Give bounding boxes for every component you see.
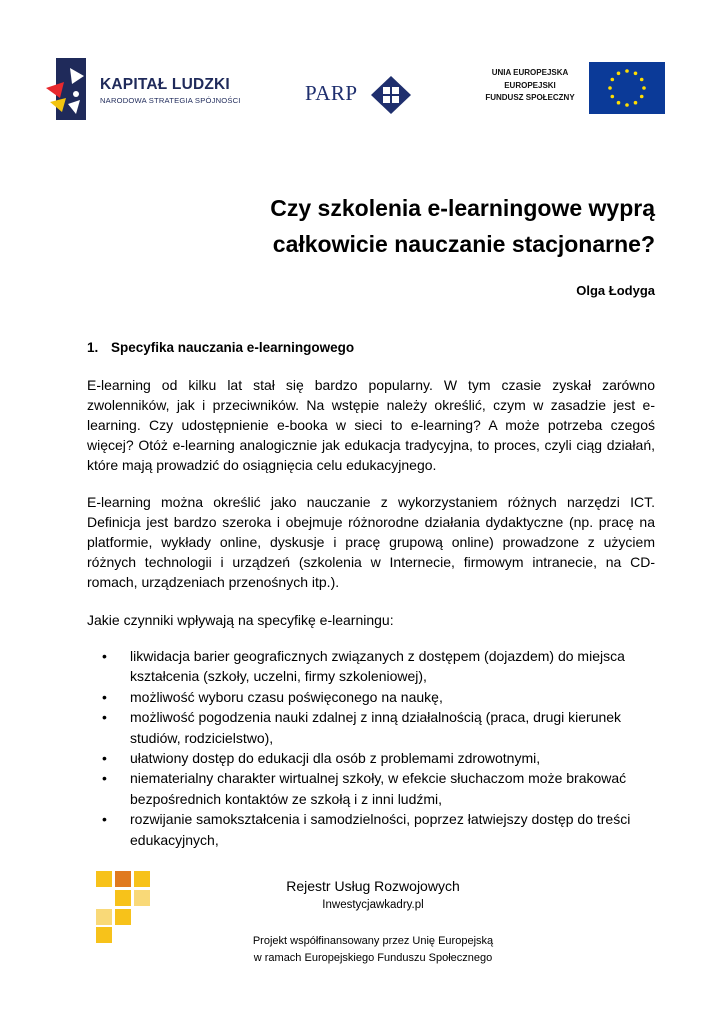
footer-squares-icon bbox=[96, 871, 150, 943]
eu-line-3: FUNDUSZ SPOŁECZNY bbox=[485, 93, 575, 102]
list-item bbox=[102, 707, 657, 748]
eu-text bbox=[476, 67, 584, 105]
section-heading bbox=[87, 338, 655, 358]
list-item bbox=[102, 748, 657, 768]
kapital-ludzki-logo bbox=[46, 58, 246, 120]
list-item bbox=[102, 687, 657, 707]
parp-logo bbox=[305, 76, 425, 114]
list-item-text: możliwość wyboru czasu poświęconego na naukę, bbox=[130, 688, 443, 705]
list-item-text: możliwość pogodzenia nauki zdalnej z inną działalnością (praca, drugi kierunek studiów, rodzicielstwo), bbox=[130, 709, 622, 746]
bullet-icon: • bbox=[102, 750, 107, 767]
section-title: Specyfika nauczania e-learningowego bbox=[111, 340, 355, 355]
parp-label: PARP bbox=[305, 81, 358, 105]
kapital-ludzki-title: KAPITAŁ LUDZKI bbox=[100, 76, 230, 93]
kapital-ludzki-emblem-icon bbox=[46, 58, 96, 120]
header-logos bbox=[0, 0, 725, 130]
kapital-ludzki-subtitle: NARODOWA STRATEGIA SPÓJNOŚCI bbox=[100, 96, 241, 105]
bullet-icon: • bbox=[102, 811, 107, 828]
footer-registry: Rejestr Usług Rozwojowych bbox=[286, 878, 460, 894]
list-item-text: niematerialny charakter wirtualnej szkoły, w efekcie słuchaczom może brakować bezpośrednich kontaktów ze szkołą i z inni ludźmi, bbox=[130, 770, 627, 807]
paragraph: E-learning można określić jako nauczanie z wykorzystaniem różnych narzędzi ICT. Definicja jest bardzo szeroka i obejmuje różnorodne działania dydaktyczne (np. pracę na platformie, wykłady online, dyskusje i pracę grupową online) prowadzone z użyciem różnych technologii i urządzeń (szkolenia w Internecie, firmowym intranecie, na CD-romach, urządzeniach przenośnych itp.). bbox=[87, 494, 655, 590]
section-number: 1. bbox=[87, 340, 99, 355]
bullet-icon: • bbox=[102, 648, 107, 664]
eu-logo bbox=[476, 62, 666, 114]
footer-logo bbox=[96, 871, 150, 943]
list-item-text: rozwijanie samokształcenia i samodzielności, poprzez łatwiejszy dostęp do treści edukacyjnych, bbox=[130, 811, 631, 848]
list-item-text: likwidacja barier geograficznych związanych z dostępem (dojazdem) do miejsca kształcenia (szkoły, uczelni, firmy szkoleniowej), bbox=[130, 648, 625, 685]
footer-funding-line-2: w ramach Europejskiego Funduszu Społecznego bbox=[253, 952, 493, 964]
bullet-icon: • bbox=[102, 770, 107, 787]
list-item bbox=[102, 809, 657, 850]
bullet-icon: • bbox=[102, 688, 107, 705]
footer-funding bbox=[228, 933, 518, 967]
paragraph: E-learning od kilku lat stał się bardzo popularny. W tym czasie zyskał zarówno zwolenników, jak i przeciwników. Na wstępie należy określić, czym w zasadzie jest e-learning. Czy udostępnienie e-booka w sieci to e-learning? A może potrzeba czegoś więcej? Otóż e-learning analogicznie jak edukacja tradycyjna, to proces, czyli ciąg działań, które mają prowadzić do osiągnięcia celu edukacyjnego. bbox=[87, 377, 655, 473]
title-line-1: Czy szkolenia e-learningowe wyprą bbox=[270, 195, 655, 221]
author: Olga Łodyga bbox=[576, 283, 655, 298]
bullet-icon: • bbox=[102, 709, 107, 726]
parp-mark-icon bbox=[371, 76, 411, 114]
eu-stars-icon bbox=[589, 62, 665, 114]
list-item-text: ułatwiony dostęp do edukacji dla osób z problemami zdrowotnymi, bbox=[130, 750, 541, 767]
bullet-list bbox=[102, 646, 657, 850]
footer-funding-line-1: Projekt współfinansowany przez Unię Europejską bbox=[252, 935, 494, 947]
footer-website: Inwestycjawkadry.pl bbox=[322, 899, 424, 911]
eu-line-1: UNIA EUROPEJSKA bbox=[491, 68, 569, 77]
list-item bbox=[102, 768, 657, 809]
eu-flag bbox=[589, 62, 665, 114]
title-line-2: całkowicie nauczanie stacjonarne? bbox=[272, 231, 655, 257]
paragraph: Jakie czynniki wpływają na specyfikę e-learningu: bbox=[87, 612, 394, 628]
list-item bbox=[102, 646, 657, 687]
eu-line-2: EUROPEJSKI bbox=[504, 80, 556, 90]
document-title bbox=[110, 190, 655, 262]
